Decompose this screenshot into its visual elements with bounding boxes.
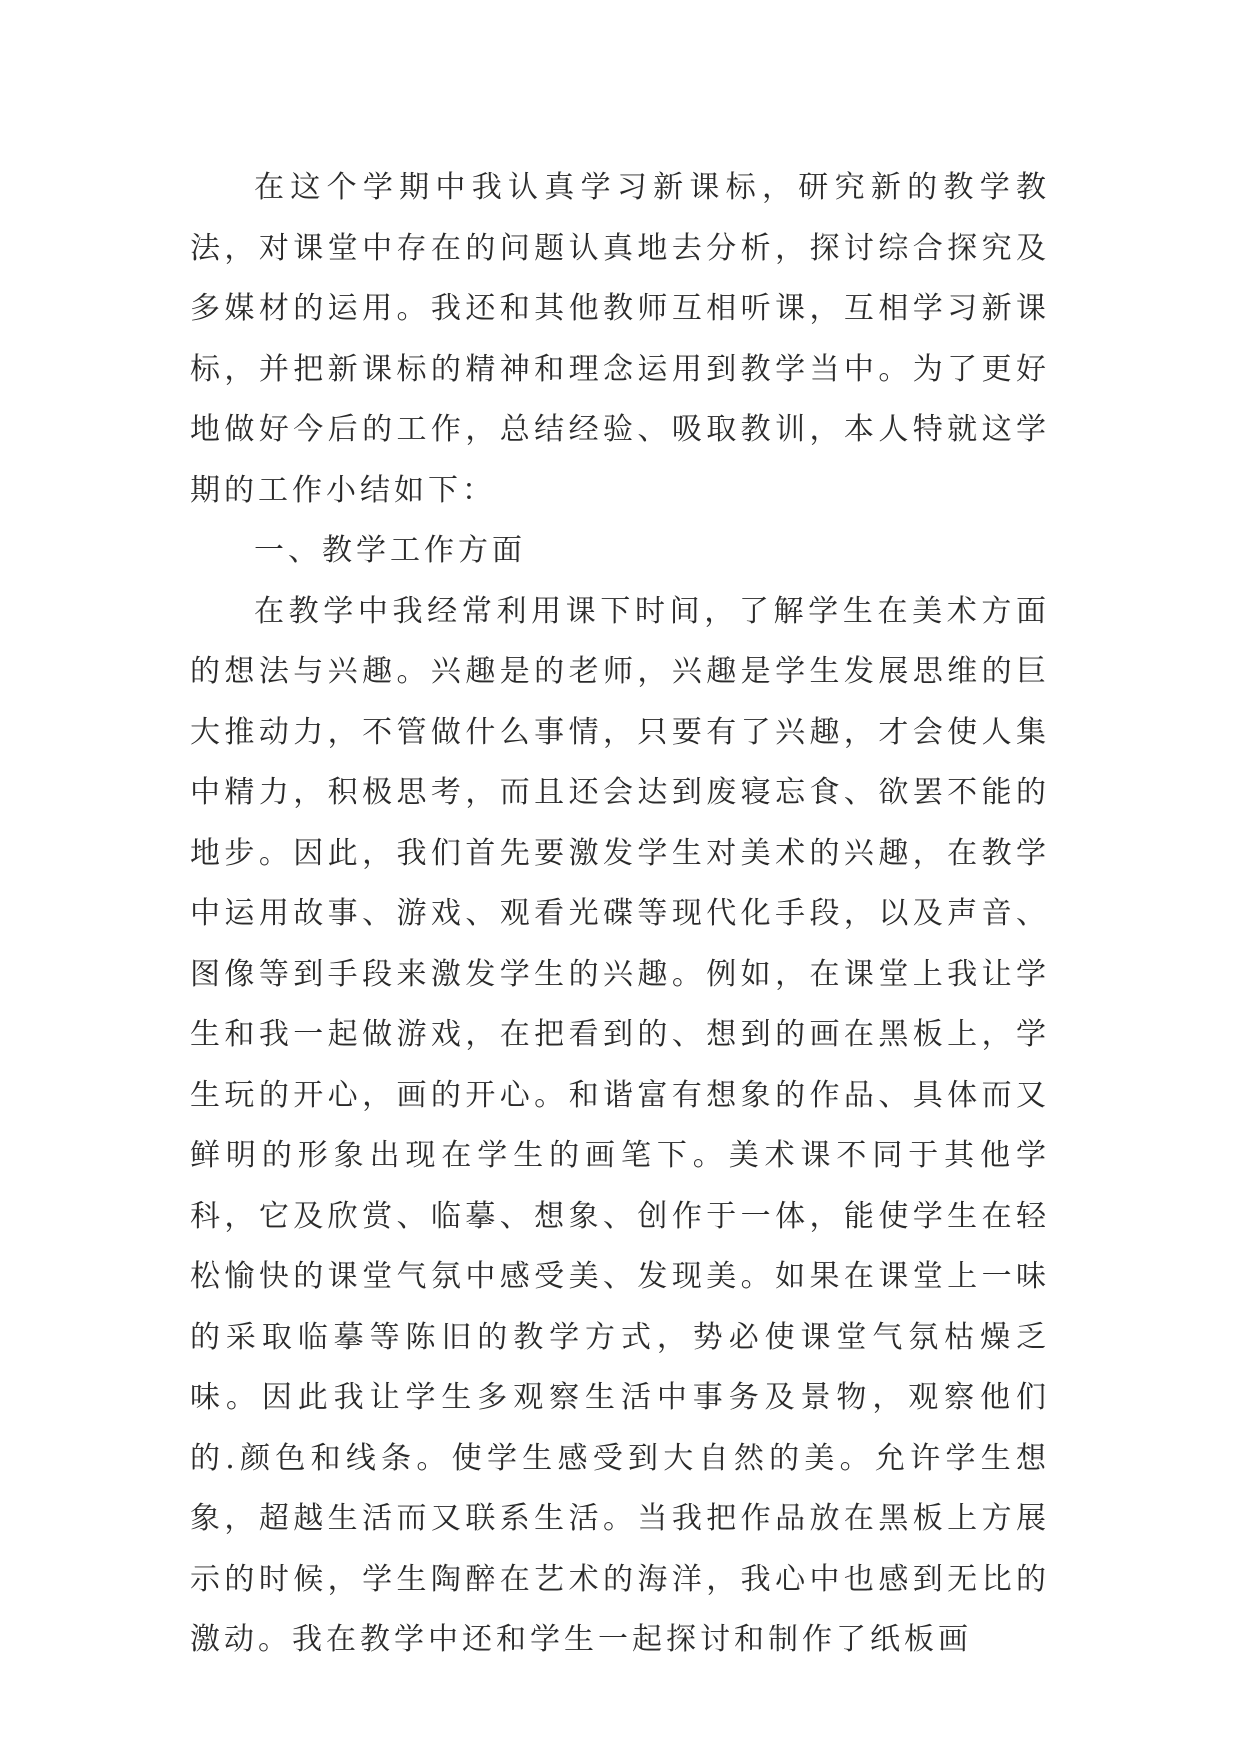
section-heading: 一、教学工作方面: [254, 533, 526, 568]
body-paragraph: 在教学中我经常利用课下时间，了解学生在美术方面的想法与兴趣。兴趣是的老师，兴趣是学生发展思维的巨大推动力，不管做什么事情，只要有了兴趣，才会使人集中精力，积极思考，而且还会达到废寝忘食、欲罢不能的地步。因此，我们首先要激发学生对美术的兴趣，在教学中运用故事、游戏、观看光碟等现代化手段，以及声音、图像等到手段来激发学生的兴趣。例如，在课堂上我让学生和我一起做游戏，在把看到的、想到的画在黑板上，学生玩的开心，画的开心。和谐富有想象的作品、具体而又鲜明的形象出现在学生的画笔下。美术课不同于其他学科，它及欣赏、临摹、想象、创作于一体，能使学生在轻松愉快的课堂气氛中感受美、发现美。如果在课堂上一味的采取临摹等陈旧的教学方式，势必使课堂气氛枯燥乏味。因此我让学生多观察生活中事务及景物，观察他们的.颜色和线条。使学生感受到大自然的美。允许学生想象，超越生活而又联系生活。当我把作品放在黑板上方展示的时候，学生陶醉在艺术的海洋，我心中也感到无比的激动。我在教学中还和学生一起探讨和制作了纸板画: [190, 593, 1050, 1657]
intro-paragraph: 在这个学期中我认真学习新课标，研究新的教学教法，对课堂中存在的问题认真地去分析，探讨综合探究及多媒材的运用。我还和其他教师互相听课，互相学习新课标，并把新课标的精神和理念运用到教学当中。为了更好地做好今后的工作，总结经验、吸取教训，本人特就这学期的工作小结如下：: [190, 170, 1050, 508]
document-body: [190, 158, 1050, 1671]
